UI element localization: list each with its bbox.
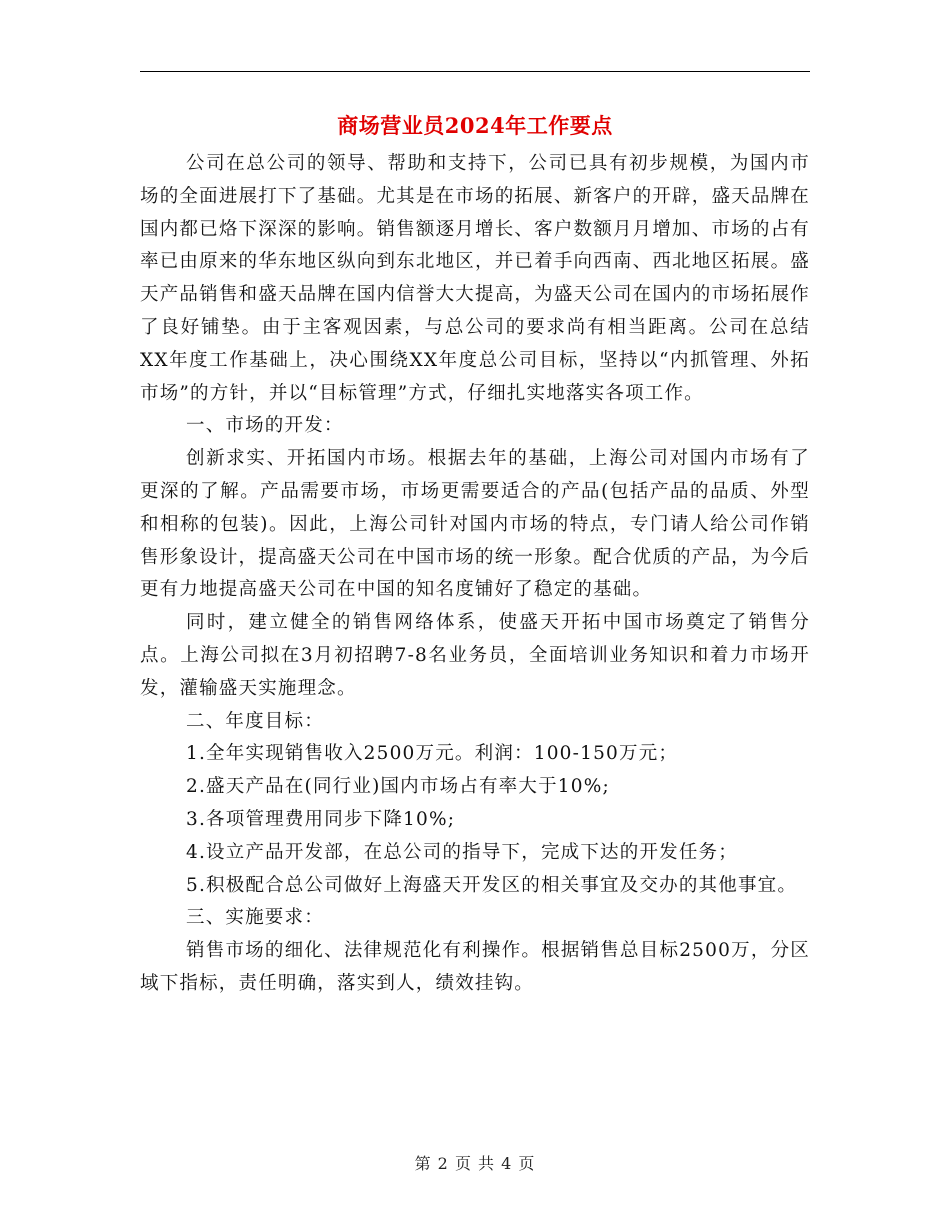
page-number: 第 2 页 共 4 页 bbox=[414, 1154, 536, 1173]
goal-item-2: 2.盛天产品在(同行业)国内市场占有率大于10%; bbox=[186, 776, 610, 798]
paragraph-market-development: 创新求实、开拓国内市场。根据去年的基础，上海公司对国内市场有了更深的了解。产品需要市场，市场更需要适合的产品(包括产品的品质、外型和相称的包装)。因此，上海公司针对国内市场的特点，专门请人给公司作销售形象设计，提高盛天公司在中国市场的统一形象。配合优质的产品，为今后更有力地提高盛天公司在中国的知名度铺好了稳定的基础。 bbox=[140, 448, 810, 601]
document-body bbox=[140, 148, 810, 1001]
document-title: 商场营业员2024年工作要点 bbox=[337, 113, 613, 138]
section-heading-goals: 二、年度目标： bbox=[186, 710, 324, 732]
paragraph-requirements: 销售市场的细化、法律规范化有利操作。根据销售总目标2500万，分区域下指标，责任明确，落实到人，绩效挂钩。 bbox=[140, 940, 810, 994]
section-heading-requirements: 三、实施要求： bbox=[186, 907, 324, 929]
goal-item-5: 5.积极配合总公司做好上海盛天开发区的相关事宜及交办的其他事宜。 bbox=[186, 874, 798, 896]
paragraph-intro: 公司在总公司的领导、帮助和支持下，公司已具有初步规模，为国内市场的全面进展打下了基础。尤其是在市场的拓展、新客户的开辟，盛天品牌在国内都已烙下深深的影响。销售额逐月增长、客户数额月月增加、市场的占有率已由原来的华东地区纵向到东北地区，并已着手向西南、西北地区拓展。盛天产品销售和盛天品牌在国内信誉大大提高，为盛天公司在国内的市场拓展作了良好铺垫。由于主客观因素，与总公司的要求尚有相当距离。公司在总结XX年度工作基础上，决心围绕XX年度总公司目标，坚持以“内抓管理、外拓市场”的方针，并以“目标管理”方式，仔细扎实地落实各项工作。 bbox=[140, 153, 810, 404]
goal-item-4: 4.设立产品开发部，在总公司的指导下，完成下达的开发任务； bbox=[186, 841, 738, 863]
header-rule bbox=[140, 71, 810, 72]
goal-item-1: 1.全年实现销售收入2500万元。利润：100-150万元； bbox=[186, 743, 679, 765]
section-heading-market: 一、市场的开发： bbox=[186, 415, 344, 437]
page-footer bbox=[0, 1152, 950, 1176]
paragraph-sales-network: 同时，建立健全的销售网络体系，使盛天开拓中国市场奠定了销售分点。上海公司拟在3月初招聘7-8名业务员，全面培训业务知识和着力市场开发，灌输盛天实施理念。 bbox=[140, 612, 810, 699]
goal-item-3: 3.各项管理费用同步下降10%; bbox=[186, 808, 456, 830]
